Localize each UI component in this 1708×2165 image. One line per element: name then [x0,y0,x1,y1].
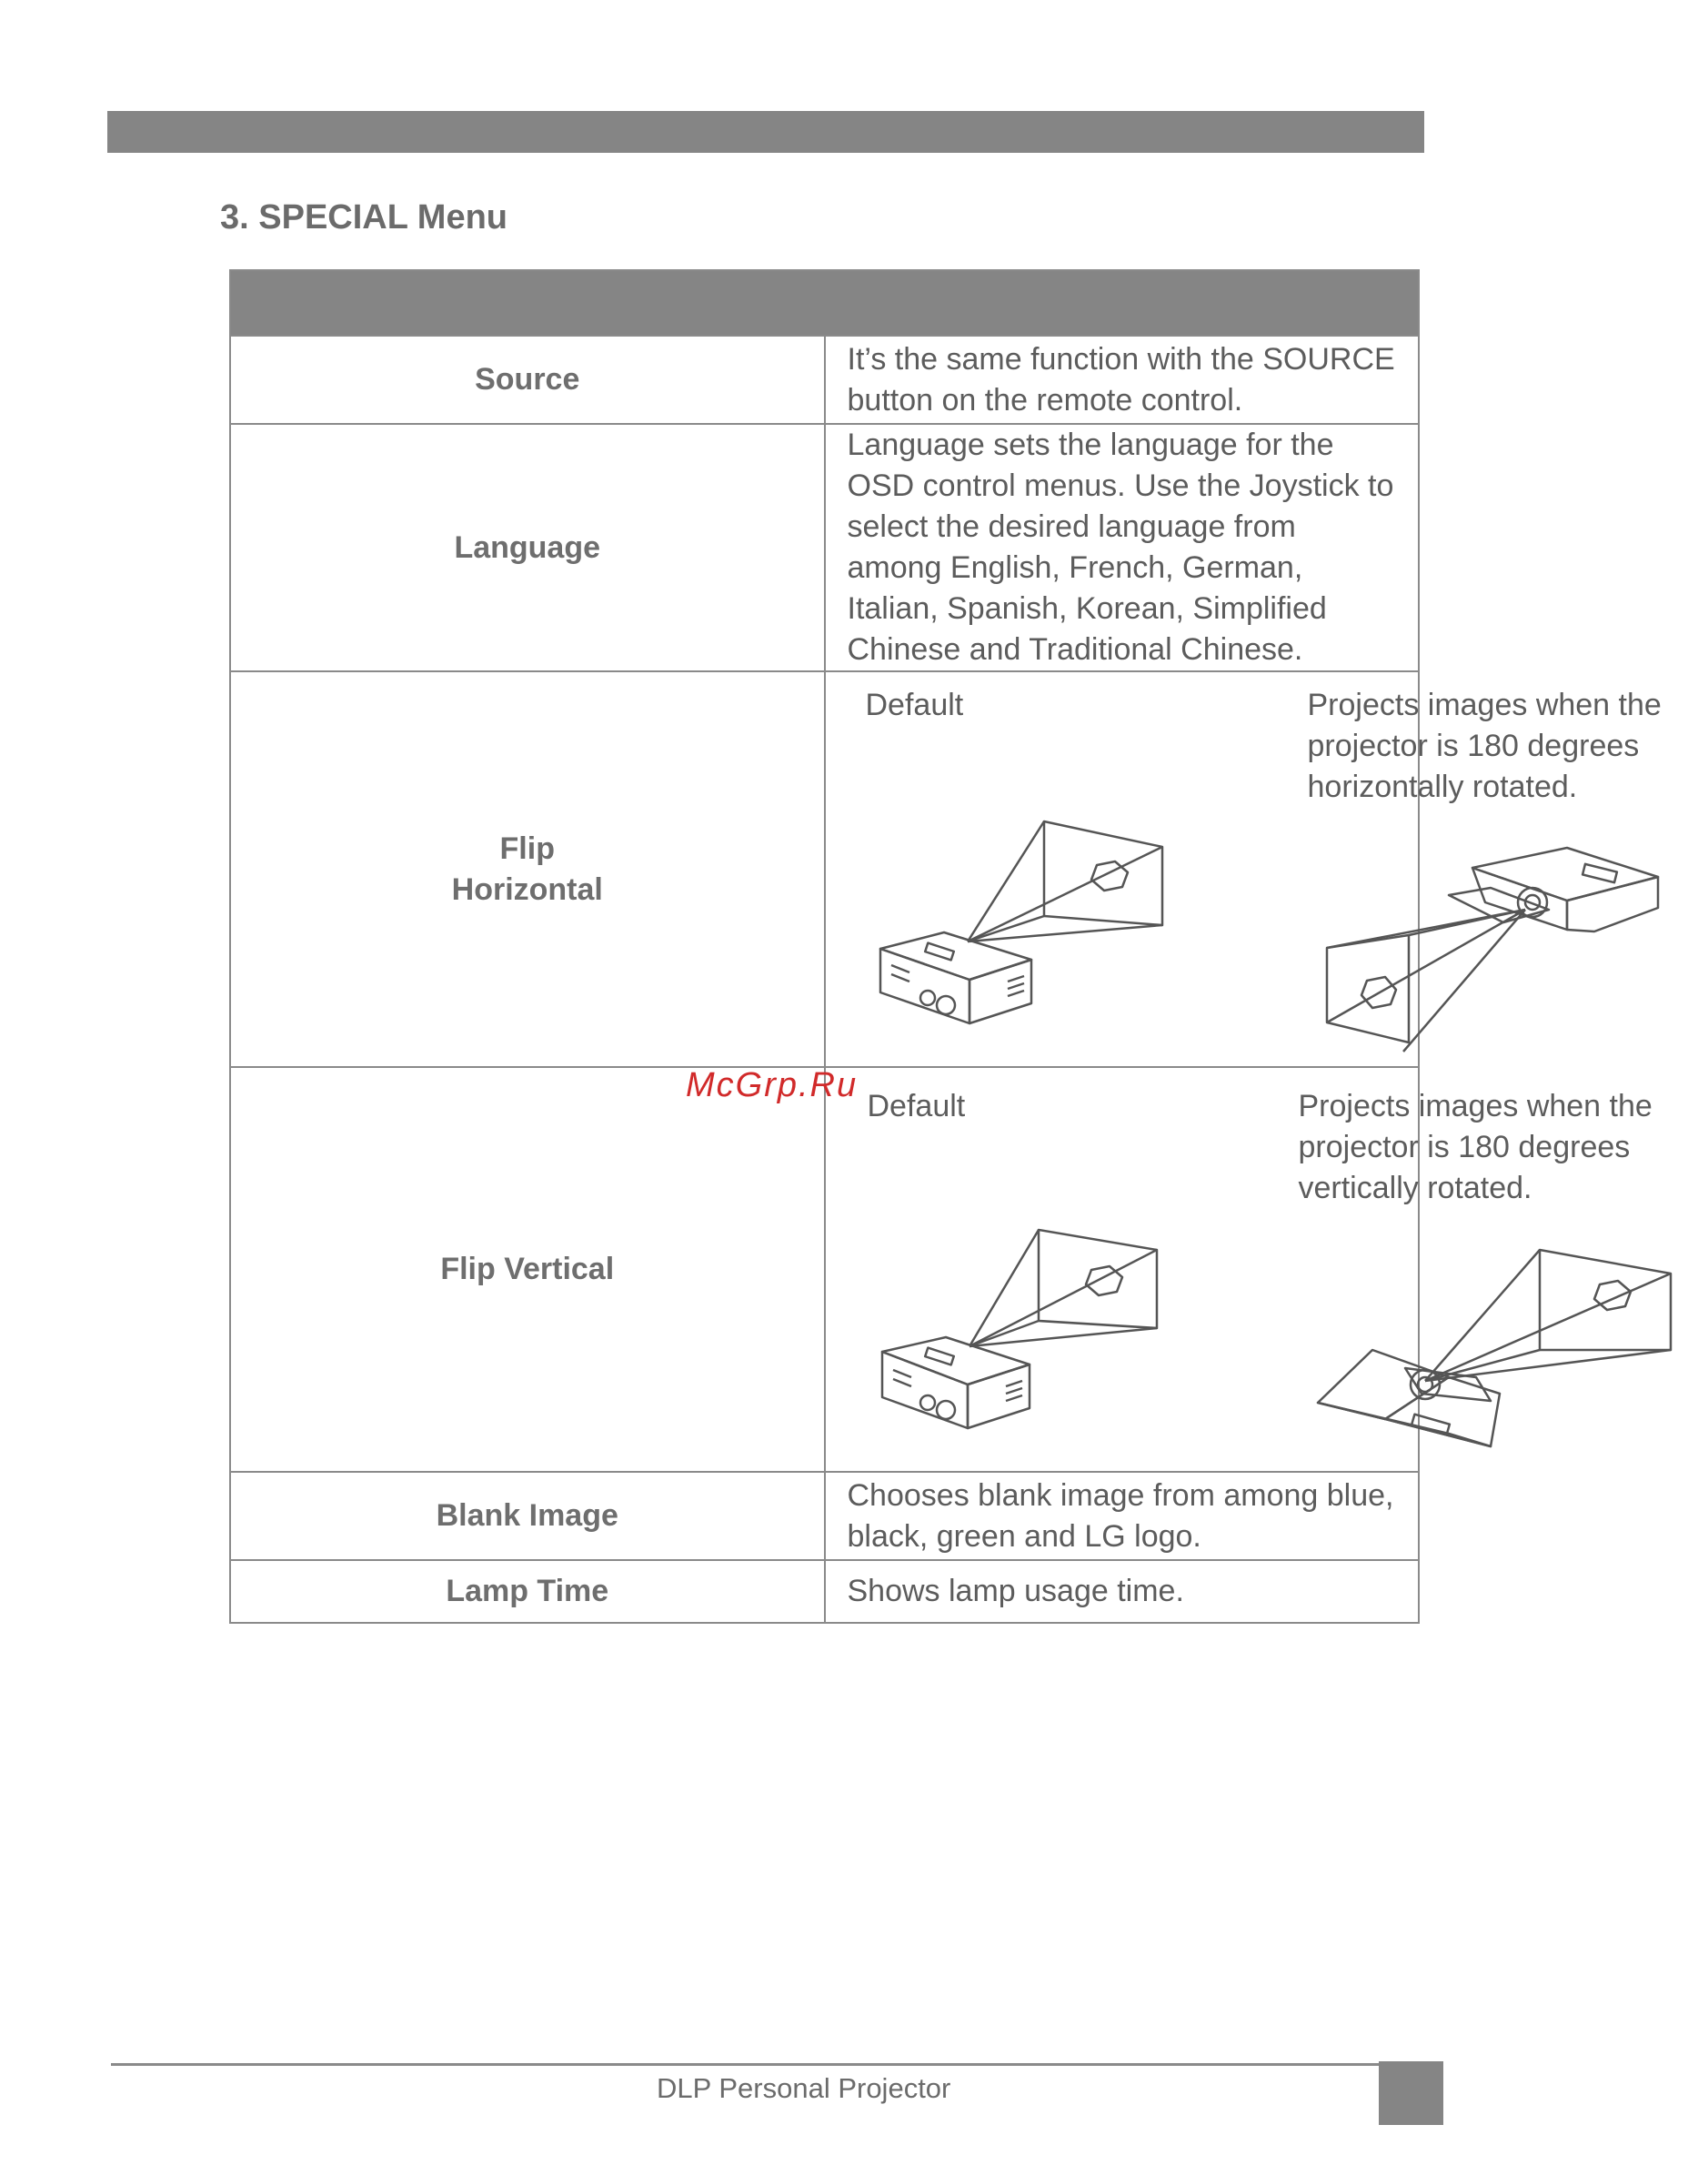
flip-vertical-label: Flip Vertical [230,1067,825,1472]
blank-image-label: Blank Image [230,1472,825,1560]
blank-image-description: Chooses blank image from among blue, black, green and LG logo. [825,1472,1420,1560]
table-row-blank-image [230,1472,1419,1560]
flip-horizontal-alt-caption: Projects images when the projector is 180 degrees horizontally rotated. [1307,688,1662,804]
footer-rule [111,2063,1382,2066]
lamp-time-description: Shows lamp usage time. [825,1560,1420,1623]
table-header-cell [230,270,1419,336]
flip-horizontal-default-caption: Default [865,688,964,722]
source-description: It’s the same function with the SOURCE button on the remote control. [825,336,1420,424]
flip-horizontal-label-line1: Flip [499,831,555,866]
projector-horizontal-flip-illustration-icon [1321,841,1667,1050]
special-menu-table [229,269,1662,1624]
flip-horizontal-label-line2: Horizontal [451,871,603,907]
projector-default-illustration-icon [871,809,1181,1054]
flip-vertical-content [825,1067,1653,1472]
table-row-source [230,336,1419,424]
watermark-text: McGrp.Ru [686,1066,859,1104]
footer-title: DLP Personal Projector [657,2072,951,2104]
language-label: Language [230,424,825,671]
top-header-bar [107,111,1424,153]
table-row-flip-horizontal [230,671,1419,1067]
flip-horizontal-label [230,671,825,1067]
flip-vertical-default-caption: Default [867,1089,966,1123]
flip-horizontal-content [825,671,1662,1067]
table-header-row [230,270,1419,336]
projector-vertical-flip-illustration-icon [1312,1241,1676,1459]
footer-page-box [1379,2061,1443,2125]
page-title: 3. SPECIAL Menu [220,198,508,237]
lamp-time-label: Lamp Time [230,1560,825,1623]
table-row-lamp-time [230,1560,1419,1623]
table-row-flip-vertical [230,1067,1419,1472]
table-row-language [230,424,1419,671]
language-description: Language sets the language for the OSD control menus. Use the Joystick to select the desired language from among English, French, German, Italian, Spanish, Korean, Simplified Chinese and Traditional Chinese. [825,424,1420,671]
projector-default-illustration-icon [873,1219,1182,1465]
source-label: Source [230,336,825,424]
flip-vertical-alt-caption: Projects images when the projector is 180 degrees vertically rotated. [1298,1089,1653,1205]
